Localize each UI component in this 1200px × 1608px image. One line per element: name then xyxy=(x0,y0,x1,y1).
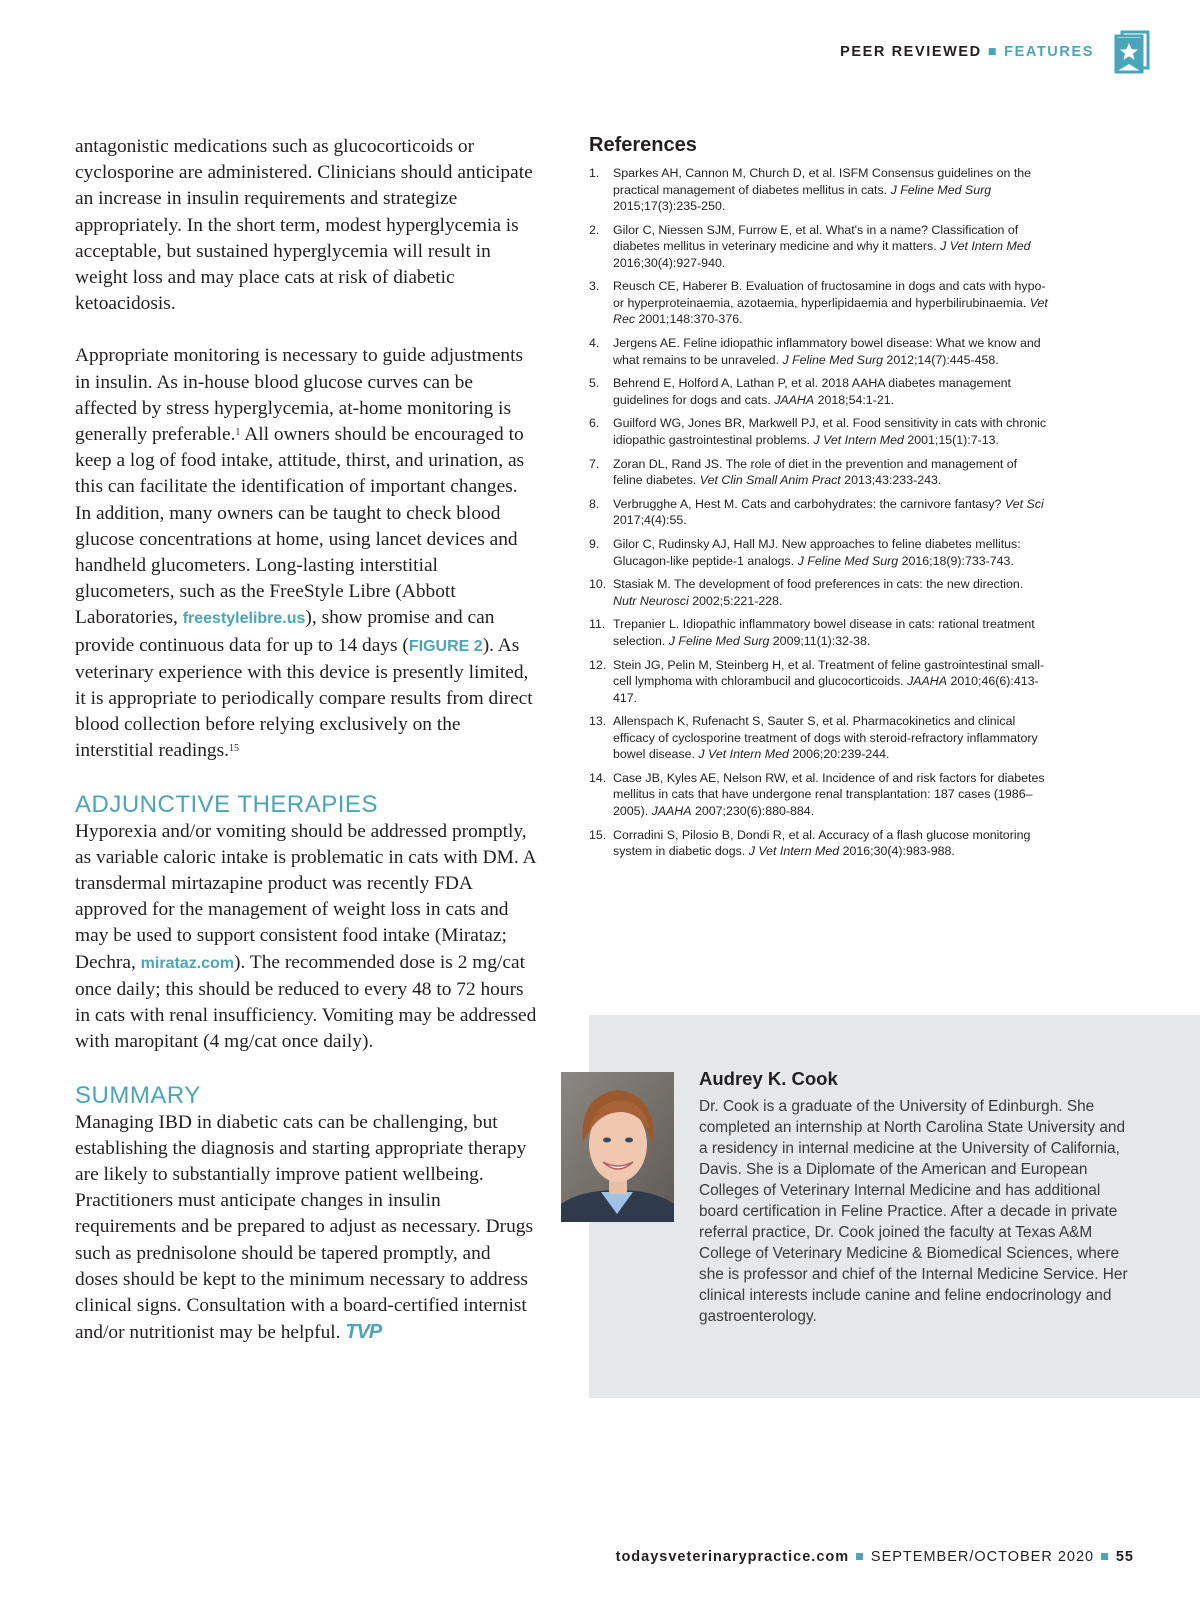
reference-item xyxy=(589,335,1049,368)
reference-post: 2002;5:221-228. xyxy=(688,593,783,608)
bookmark-star-icon xyxy=(1110,30,1152,76)
reference-num: 6. xyxy=(589,416,600,431)
running-header xyxy=(840,44,1094,60)
reference-post: 2006;20:239-244. xyxy=(788,747,890,762)
reference-pre: Jergens AE. Feline idiopathic inflammatory bowel disease: What we know and what remains to be unraveled. xyxy=(613,336,1041,367)
reference-journal: JAAHA xyxy=(907,674,947,689)
reference-post: 2018;54:1-21. xyxy=(814,392,895,407)
reference-num: 1. xyxy=(589,166,600,180)
reference-num: 5. xyxy=(589,376,600,391)
reference-post: 2009;11(1):32-38. xyxy=(769,633,871,648)
reference-num: 8. xyxy=(589,496,600,511)
reference-post: 2015;17(3):235-250. xyxy=(613,199,726,213)
reference-journal: Vet Sci xyxy=(1004,496,1044,511)
reference-post: 2016;30(4):983-988. xyxy=(839,844,955,859)
references-section xyxy=(589,134,1049,867)
tvp-logo: TVP xyxy=(345,1321,382,1344)
reference-pre: Stasiak M. The development of food preferences in cats: the new direction. xyxy=(613,577,1024,592)
reference-journal: J Vet Intern Med xyxy=(813,432,904,447)
reference-journal: J Vet Intern Med xyxy=(940,239,1031,254)
reference-item xyxy=(589,770,1049,820)
reference-item xyxy=(589,616,1049,649)
reference-num: 12. xyxy=(589,657,607,672)
freestylelibre-link[interactable]: freestylelibre.us xyxy=(182,610,306,628)
reference-pre: Allenspach K, Rufenacht S, Sauter S, et al. Pharmacokinetics and clinical efficacy of cyclosporine treatment of dogs with steroid-refractory inflammatory bowel disease. xyxy=(613,714,1038,762)
heading-summary: SUMMARY xyxy=(75,1081,201,1109)
reference-pre: Gilor C, Rudinsky AJ, Hall MJ. New approaches to feline diabetes mellitus: Glucagon-like peptide-1 analogs. xyxy=(613,537,1021,568)
category-label: FEATURES xyxy=(1004,44,1094,60)
reference-post: 2013;43:233-243. xyxy=(840,473,942,488)
reference-item xyxy=(589,496,1049,529)
author-name: Audrey K. Cook xyxy=(699,1068,838,1089)
reference-item xyxy=(589,165,1049,215)
reference-pre: Stein JG, Pelin M, Steinberg H, et al. Treatment of feline gastrointestinal small-cell lymphoma with chlorambucil and glucocorticoids. xyxy=(613,657,1045,689)
reference-pre: Behrend E, Holford A, Lathan P, et al. 2018 AAHA diabetes management guidelines for dogs and cats. xyxy=(613,376,1011,407)
references-title: References xyxy=(589,134,697,156)
citation-superscript: 1 xyxy=(235,427,241,439)
reference-journal: JAAHA xyxy=(774,392,815,407)
reference-pre: Verbrugghe A, Hest M. Cats and carbohydrates: the carnivore fantasy? xyxy=(613,496,1005,511)
body-paragraph-adjunctive: Hyporexia and/or vomiting should be addressed promptly, as variable caloric intake is problematic in cats with DM. A transdermal mirtazapine product was recently FDA approved for the management of weight loss in cats and may be used to support consistent food intake (Mirataz; Dechra, mirataz.com). The recommended dose is 2 mg/cat once daily; this should be reduced to every 48 to 72 hours in cats with renal insufficiency. Vomiting may be addressed with maropitant (4 mg/cat once daily). xyxy=(75,820,537,1053)
reference-pre: Case JB, Kyles AE, Nelson RW, et al. Incidence of and risk factors for diabetes mellitus in cats that have undergone renal transplantation: 187 cases (1986–2005). xyxy=(613,770,1045,818)
reference-journal: J Feline Med Surg xyxy=(782,352,883,367)
reference-journal: J Feline Med Surg xyxy=(797,553,899,568)
page-number: 55 xyxy=(1115,1549,1134,1565)
footer-site-link[interactable]: todaysveterinarypractice.com xyxy=(615,1549,850,1565)
reference-num: 4. xyxy=(589,336,600,351)
reference-item xyxy=(589,536,1049,569)
heading-adjunctive-therapies: ADJUNCTIVE THERAPIES xyxy=(75,790,378,818)
reference-item xyxy=(589,713,1049,763)
reference-num: 7. xyxy=(589,456,600,471)
body-paragraph-summary: Managing IBD in diabetic cats can be challenging, but establishing the diagnosis and starting appropriate therapy are likely to substantially improve patient wellbeing. Practitioners must anticipate changes in insulin requirements and be prepared to adjust as necessary. Drugs such as prednisolone should be tapered promptly, and doses should be kept to the minimum necessary to address clinical signs. Consultation with a board-certified internist and/or nutritionist may be helpful. TVP xyxy=(75,1111,534,1344)
reference-journal: Nutr Neurosci xyxy=(613,593,689,608)
reference-pre: Reusch CE, Haberer B. Evaluation of fructosamine in dogs and cats with hypo- or hyperproteinaemia, azotaemia, hyperlipidaemia and hyperbilirubinaemia. xyxy=(613,279,1046,310)
reference-item xyxy=(589,375,1049,408)
reference-num: 13. xyxy=(589,714,607,729)
mirataz-link[interactable]: mirataz.com xyxy=(140,954,235,972)
footer-separator: ■ xyxy=(855,1549,865,1565)
reference-journal: J Feline Med Surg xyxy=(890,182,992,197)
author-photo xyxy=(561,1072,674,1222)
reference-item xyxy=(589,657,1049,707)
reference-item xyxy=(589,415,1049,448)
reference-journal: Vet Rec xyxy=(613,295,1048,327)
reference-pre: Trepanier L. Idiopathic inflammatory bowel disease in cats: rational treatment selection. xyxy=(613,617,1035,648)
reference-post: 2017;4(4):55. xyxy=(613,513,687,528)
footer-issue: SEPTEMBER/OCTOBER 2020 xyxy=(870,1549,1095,1565)
reference-pre: Gilor C, Niessen SJM, Furrow E, et al. What's in a name? Classification of diabetes mellitus in veterinary medicine and why it matters. xyxy=(613,222,1019,254)
reference-num: 9. xyxy=(589,537,600,551)
reference-post: 2007;230(6):880-884. xyxy=(691,803,815,818)
author-bio xyxy=(699,1068,1135,1327)
reference-item xyxy=(589,278,1049,328)
reference-num: 2. xyxy=(589,222,600,237)
reference-journal: J Feline Med Surg xyxy=(668,633,770,648)
page-footer xyxy=(616,1549,1134,1565)
reference-pre: Zoran DL, Rand JS. The role of diet in the prevention and management of feline diabetes. xyxy=(613,456,1018,488)
header-separator: ■ xyxy=(987,44,999,60)
reference-post: 2016;18(9):733-743. xyxy=(898,553,1014,568)
reference-journal: JAAHA xyxy=(651,803,692,818)
reference-num: 10. xyxy=(589,577,607,592)
reference-pre: Sparkes AH, Cannon M, Church D, et al. ISFM Consensus guidelines on the practical management of diabetes mellitus in cats. xyxy=(613,166,1032,197)
figure-2-link[interactable]: FIGURE 2 xyxy=(408,637,483,655)
reference-item xyxy=(589,827,1049,860)
reference-num: 3. xyxy=(589,279,600,294)
reference-post: 2016;30(4):927-940. xyxy=(613,255,726,270)
article-body xyxy=(75,134,537,1372)
citation-superscript: 15 xyxy=(229,743,240,755)
reference-item xyxy=(589,456,1049,489)
reference-num: 11. xyxy=(589,617,606,632)
reference-num: 14. xyxy=(589,770,607,785)
reference-pre: Guilford WG, Jones BR, Markwell PJ, et al. Food sensitivity in cats with chronic idiopathic gastrointestinal problems. xyxy=(613,416,1047,447)
author-bio-text: Dr. Cook is a graduate of the University of Edinburgh. She completed an internship at North Carolina State University and a residency in internal medicine at the University of California, Davis. She is a Diplomate of the American and European Colleges of Veterinary Internal Medicine and has additional board certification in Feline Practice. After a decade in private referral practice, Dr. Cook joined the faculty at Texas A&M College of Veterinary Medicine & Biomedical Sciences, where she is professor and chief of the Internal Medicine Service. Her clinical interests include canine and feline endocrinology and gastroenterology. xyxy=(699,1098,1128,1325)
reference-post: 2010;46(6):413-417. xyxy=(613,674,1039,705)
reference-pre: Corradini S, Pilosio B, Dondi R, et al. Accuracy of a flash glucose monitoring system in diabetic dogs. xyxy=(613,827,1031,859)
reference-journal: J Vet Intern Med xyxy=(698,747,789,762)
body-paragraph: antagonistic medications such as glucocorticoids or cyclosporine are administered. Clinicians should anticipate an increase in insulin requirements and strategize appropriately. In the short term, modest hyperglycemia is acceptable, but sustained hyperglycemia will result in weight loss and may place cats at risk of diabetic ketoacidosis. xyxy=(75,136,533,315)
footer-separator: ■ xyxy=(1100,1549,1110,1565)
reference-journal: J Vet Intern Med xyxy=(748,844,840,859)
reference-item xyxy=(589,576,1049,609)
references-list xyxy=(589,165,1049,860)
reference-item xyxy=(589,222,1049,272)
section-label: PEER REVIEWED xyxy=(840,44,982,60)
body-paragraph-monitoring: Appropriate monitoring is necessary to guide adjustments in insulin. As in-house blood glucose curves can be affected by stress hyperglycemia, at-home monitoring is generally preferable.$^1$ All owners should be encouraged to keep a log of food intake, attitude, thirst, and urination, as this can facilitate the identification of important changes. In addition, many owners can be taught to check blood glucose concentrations at home, using lancet devices and handheld glucometers. Long-lasting interstitial glucometers, such as the FreeStyle Libre (Abbott Laboratories, freestylelibre.us), show promise and can provide continuous data for up to 14 days (FIGURE 2). As veterinary experience with this device is presently limited, it is appropriate to periodically compare results from direct blood collection before relying exclusively on the interstitial readings.$^{15}$ xyxy=(75,345,533,762)
reference-post: 2001;148:370-376. xyxy=(635,312,743,327)
reference-post: 2001;15(1):7-13. xyxy=(903,432,999,447)
reference-journal: Vet Clin Small Anim Pract xyxy=(699,473,841,488)
reference-num: 15. xyxy=(589,827,607,842)
reference-post: 2012;14(7):445-458. xyxy=(882,352,999,367)
